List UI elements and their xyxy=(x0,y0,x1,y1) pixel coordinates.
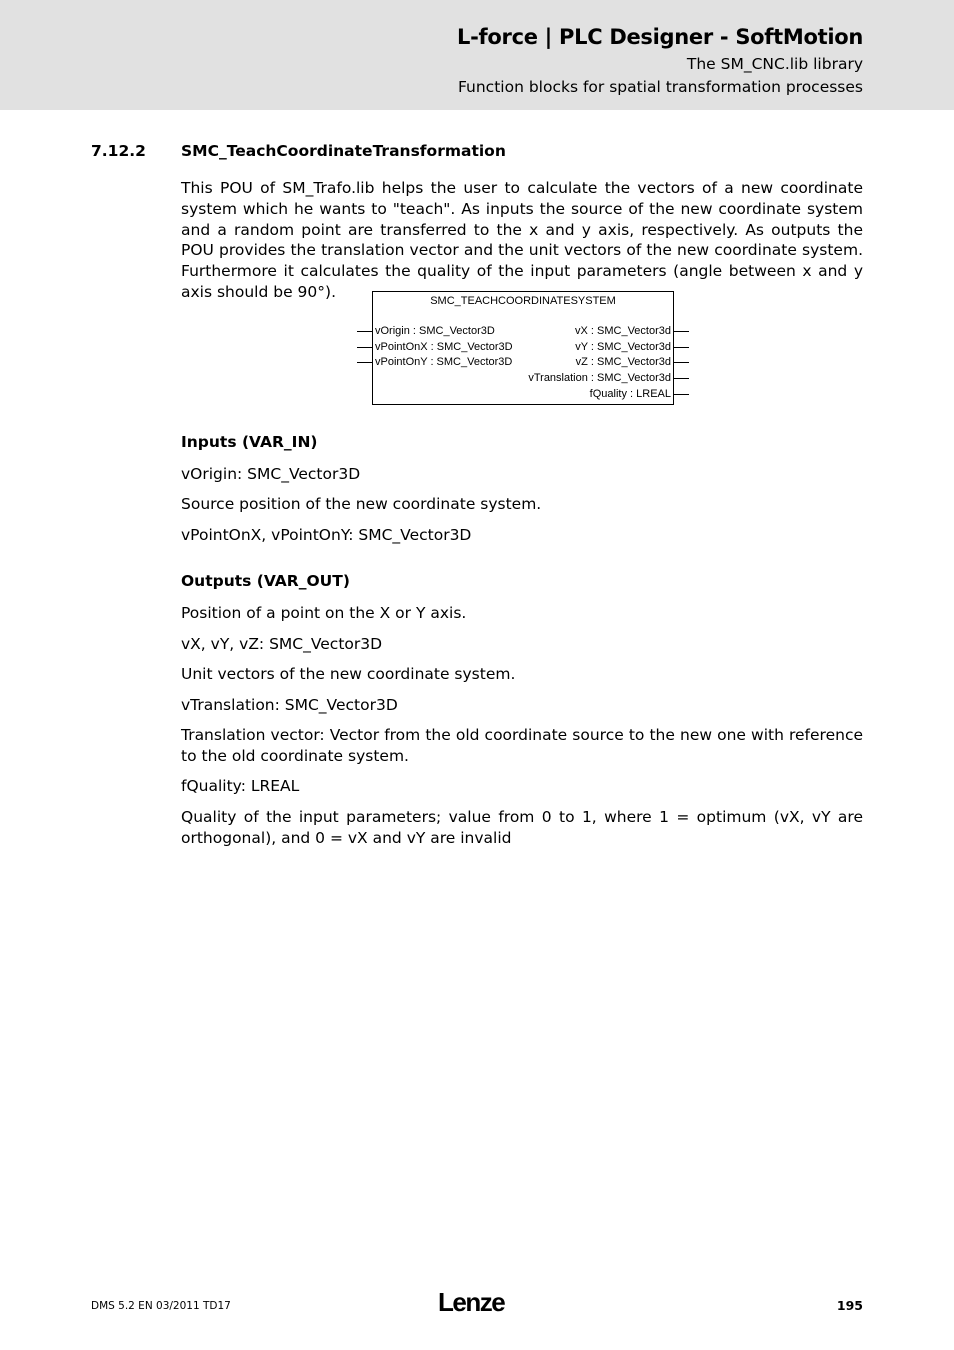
input-param-type: vPointOnX, vPointOnY: SMC_Vector3D xyxy=(181,526,472,544)
output-pin-line xyxy=(674,331,689,332)
output-pin-line xyxy=(674,394,689,395)
output-pin-line xyxy=(674,362,689,363)
output-pin-line xyxy=(674,347,689,348)
input-param-type: vOrigin: SMC_Vector3D xyxy=(181,465,361,483)
input-pin-line xyxy=(357,347,372,348)
inputs-heading: Inputs (VAR_IN) xyxy=(181,433,318,451)
function-block-diagram xyxy=(372,291,674,405)
page-number: 195 xyxy=(836,1298,863,1313)
input-pin-label: vOrigin : SMC_Vector3D xyxy=(375,325,495,337)
document-code: DMS 5.2 EN 03/2011 TD17 xyxy=(91,1300,231,1312)
function-block-name: SMC_TEACHCOORDINATESYSTEM xyxy=(430,295,616,307)
output-param-type: vTranslation: SMC_Vector3D xyxy=(181,696,398,714)
outputs-heading: Outputs (VAR_OUT) xyxy=(181,572,350,590)
intro-paragraph: This POU of SM_Trafo.lib helps the user to calculate the vectors of a new coordinate system which he wants to "teach". As inputs the source of the new coordinate system and a random point are transferred to the x and y axis, respectively. As outputs the POU provides the translation vector and the unit vectors of the new coordinate system. Furthermore it calculates the quality of the input parameters (angle between x and y axis should be 90°). xyxy=(181,179,863,301)
section-title: SMC_TeachCoordinateTransformation xyxy=(181,142,506,160)
output-pin-line xyxy=(674,378,689,379)
input-param-description: Source position of the new coordinate system. xyxy=(181,495,542,513)
output-param-description: Quality of the input parameters; value from 0 to 1, where 1 = optimum (vX, vY are orthogonal), and 0 = vX and vY are invalid xyxy=(181,808,863,847)
output-pin-label: fQuality : LREAL xyxy=(589,388,671,400)
lenze-logo: Lenze xyxy=(438,1287,505,1317)
chapter-subtitle: The SM_CNC.lib library xyxy=(686,55,863,73)
header-band xyxy=(0,0,954,110)
output-pin-label: vTranslation : SMC_Vector3d xyxy=(528,372,671,384)
output-param-type: vX, vY, vZ: SMC_Vector3D xyxy=(181,635,383,653)
input-pin-line xyxy=(357,362,372,363)
param-description: Position of a point on the X or Y axis. xyxy=(181,604,467,622)
document-title: L-force | PLC Designer - SoftMotion xyxy=(457,25,863,49)
output-param-type: fQuality: LREAL xyxy=(181,777,300,795)
output-param-description: Translation vector: Vector from the old coordinate source to the new one with reference to the old coordinate system. xyxy=(181,726,863,765)
section-number: 7.12.2 xyxy=(91,142,146,160)
input-pin-line xyxy=(357,331,372,332)
section-subtitle: Function blocks for spatial transformation processes xyxy=(457,78,863,96)
input-pin-label: vPointOnY : SMC_Vector3D xyxy=(375,356,513,368)
output-param-description: Unit vectors of the new coordinate system. xyxy=(181,665,516,683)
output-pin-label: vX : SMC_Vector3d xyxy=(575,325,671,337)
output-pin-label: vZ : SMC_Vector3d xyxy=(575,356,671,368)
input-pin-label: vPointOnX : SMC_Vector3D xyxy=(375,341,513,353)
output-pin-label: vY : SMC_Vector3d xyxy=(575,341,671,353)
